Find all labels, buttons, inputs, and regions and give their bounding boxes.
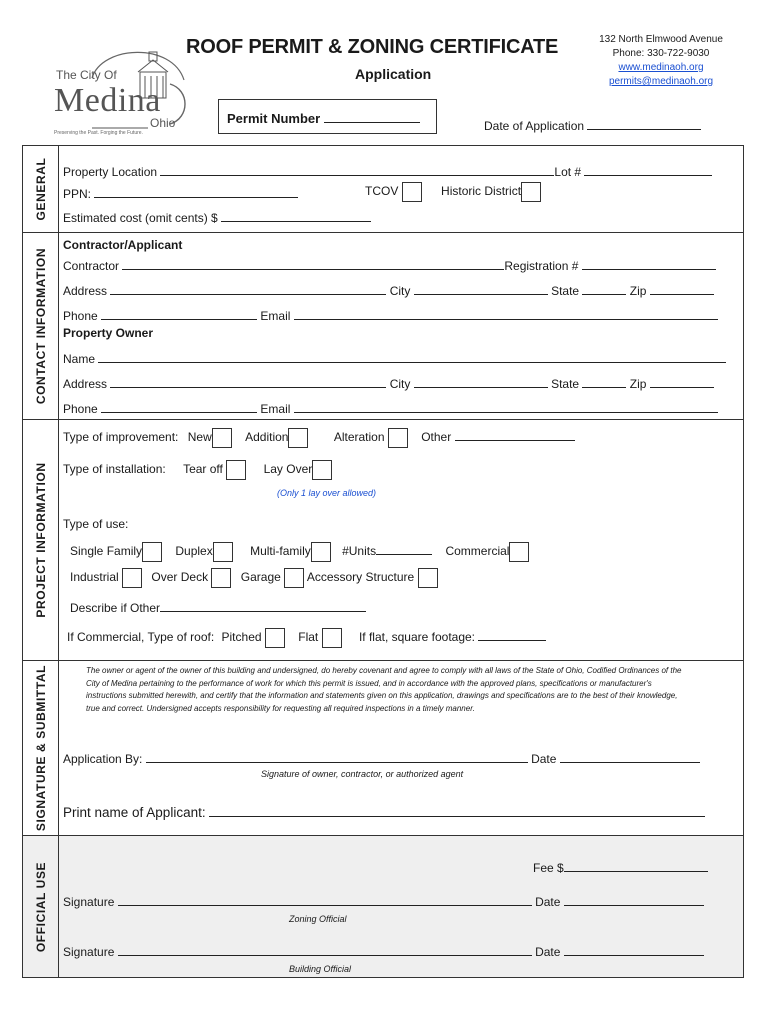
use-industrial-label: Industrial bbox=[70, 570, 119, 585]
use-single-family-label: Single Family bbox=[70, 544, 143, 559]
application-by-field[interactable] bbox=[146, 751, 528, 763]
contractor-city-label: City bbox=[389, 284, 411, 298]
general-section bbox=[22, 145, 744, 233]
layover-note: (Only 1 lay over allowed) bbox=[277, 488, 377, 498]
improvement-addition-label: Addition bbox=[245, 430, 289, 445]
installation-label: Type of installation: bbox=[63, 462, 166, 477]
date-of-application bbox=[484, 118, 701, 133]
building-signature-field[interactable] bbox=[118, 944, 532, 956]
city-logo bbox=[52, 40, 192, 136]
owner-address-field[interactable] bbox=[110, 376, 386, 388]
registration-field[interactable] bbox=[582, 258, 716, 270]
owner-email-label: Email bbox=[260, 402, 291, 416]
square-footage-field[interactable] bbox=[478, 629, 546, 641]
installation-layover-label: Lay Over bbox=[263, 462, 313, 477]
improvement-addition-checkbox[interactable] bbox=[288, 428, 308, 448]
owner-city-label: City bbox=[389, 377, 411, 391]
improvement-new-checkbox[interactable] bbox=[212, 428, 232, 448]
print-name-label: Print name of Applicant: bbox=[63, 805, 206, 820]
installation-tearoff-label: Tear off bbox=[183, 462, 223, 477]
historic-district-label: Historic District bbox=[441, 184, 522, 199]
improvement-alteration-label: Alteration bbox=[333, 430, 385, 445]
signature-section bbox=[22, 660, 744, 836]
signature-side-label: SIGNATURE & SUBMITTAL bbox=[23, 661, 59, 835]
owner-name-field[interactable] bbox=[98, 351, 726, 363]
contractor-address-field[interactable] bbox=[110, 283, 386, 295]
contractor-email-field[interactable] bbox=[294, 308, 718, 320]
installation-tearoff-checkbox[interactable] bbox=[226, 460, 246, 480]
contractor-state-field[interactable] bbox=[582, 283, 626, 295]
logo-city-of: The City Of bbox=[56, 68, 117, 82]
use-accessory-checkbox[interactable] bbox=[418, 568, 438, 588]
lot-field[interactable] bbox=[584, 164, 712, 176]
ppn-field[interactable] bbox=[94, 186, 298, 198]
building-date-field[interactable] bbox=[564, 944, 704, 956]
units-field[interactable] bbox=[376, 543, 432, 555]
improvement-new-label: New bbox=[187, 430, 212, 445]
application-date-label: Date bbox=[531, 752, 557, 766]
units-label: #Units bbox=[342, 544, 377, 559]
contractor-label: Contractor bbox=[63, 259, 120, 273]
contractor-email-label: Email bbox=[260, 309, 291, 323]
estimated-cost-field[interactable] bbox=[221, 210, 371, 222]
contractor-phone-label: Phone bbox=[63, 309, 98, 323]
zoning-official-caption: Zoning Official bbox=[289, 914, 347, 924]
website-link[interactable]: www.medinaoh.org bbox=[618, 62, 704, 73]
improvement-label: Type of improvement: bbox=[63, 430, 179, 445]
use-overdeck-label: Over Deck bbox=[151, 570, 209, 585]
contractor-phone-field[interactable] bbox=[101, 308, 257, 320]
owner-city-field[interactable] bbox=[414, 376, 548, 388]
installation-layover-checkbox[interactable] bbox=[312, 460, 332, 480]
zoning-date-field[interactable] bbox=[564, 894, 704, 906]
form-subtitle: Application bbox=[355, 66, 432, 82]
contractor-field[interactable] bbox=[122, 258, 504, 270]
official-use-section bbox=[22, 835, 744, 978]
building-official-caption: Building Official bbox=[289, 964, 352, 974]
roof-pitched-label: Pitched bbox=[221, 630, 262, 645]
form-title: ROOF PERMIT & ZONING CERTIFICATE bbox=[186, 36, 559, 58]
building-signature-label: Signature bbox=[63, 945, 115, 959]
improvement-other-field[interactable] bbox=[455, 429, 575, 441]
roof-pitched-checkbox[interactable] bbox=[265, 628, 285, 648]
phone-number: Phone: 330-722-9030 bbox=[612, 48, 710, 59]
covenant-statement: The owner or agent of the owner of this building and undersigned, do hereby covenant and agree to comply with all laws of the State of Ohio, Codified Ordinances of the City of Medina pertaining to the performance of work for which this permit is issued, and in accordance with the approved plans, specifications or manufacturer's instructions submitted herewith, and certify that the information and statements given on this application, drawings and specifications are to the best of their knowledge, true and correct. Undersigned accepts responsibility for requesting all required inspections in a timely manner. bbox=[86, 666, 682, 713]
use-commercial-label: Commercial bbox=[445, 544, 510, 559]
lot-label: Lot # bbox=[554, 165, 582, 179]
contractor-heading: Contractor/Applicant bbox=[63, 238, 183, 252]
owner-name-label: Name bbox=[63, 352, 96, 366]
use-duplex-checkbox[interactable] bbox=[213, 542, 233, 562]
logo-city-name: Medina bbox=[54, 82, 161, 119]
use-accessory-label: Accessory Structure bbox=[306, 570, 415, 585]
historic-district-checkbox[interactable] bbox=[521, 182, 541, 202]
owner-state-label: State bbox=[551, 377, 580, 391]
square-footage-label: If flat, square footage: bbox=[358, 630, 476, 645]
contractor-state-label: State bbox=[551, 284, 580, 298]
registration-label: Registration # bbox=[504, 259, 579, 273]
owner-zip-label: Zip bbox=[629, 377, 647, 391]
owner-zip-field[interactable] bbox=[650, 376, 714, 388]
contact-section bbox=[22, 232, 744, 420]
use-overdeck-checkbox[interactable] bbox=[211, 568, 231, 588]
use-single-family-checkbox[interactable] bbox=[142, 542, 162, 562]
project-side-label: PROJECT INFORMATION bbox=[23, 420, 59, 660]
roof-flat-label: Flat bbox=[298, 630, 319, 645]
use-commercial-checkbox[interactable] bbox=[509, 542, 529, 562]
owner-phone-field[interactable] bbox=[101, 401, 257, 413]
date-of-application-label: Date of Application bbox=[484, 119, 585, 133]
official-side-label: OFFICIAL USE bbox=[23, 836, 59, 977]
estimated-cost-label: Estimated cost (omit cents) $ bbox=[63, 211, 218, 225]
contractor-zip-label: Zip bbox=[629, 284, 647, 298]
street-address: 132 North Elmwood Avenue bbox=[599, 34, 723, 45]
use-garage-checkbox[interactable] bbox=[284, 568, 304, 588]
project-section bbox=[22, 419, 744, 661]
building-date-label: Date bbox=[535, 945, 561, 959]
contact-block bbox=[586, 33, 736, 89]
improvement-other-label: Other bbox=[421, 430, 452, 445]
improvement-alteration-checkbox[interactable] bbox=[388, 428, 408, 448]
describe-other-field[interactable] bbox=[160, 600, 366, 612]
describe-other-label: Describe if Other bbox=[70, 601, 161, 615]
permit-number-field[interactable] bbox=[324, 111, 420, 123]
general-side-label: GENERAL bbox=[23, 146, 59, 232]
contractor-city-field[interactable] bbox=[414, 283, 548, 295]
signature-caption: Signature of owner, contractor, or authorized agent bbox=[261, 769, 464, 779]
contact-side-label: CONTACT INFORMATION bbox=[23, 233, 59, 419]
owner-state-field[interactable] bbox=[582, 376, 626, 388]
fee-field[interactable] bbox=[564, 860, 708, 872]
permit-number-label: Permit Number bbox=[227, 111, 321, 126]
use-garage-label: Garage bbox=[240, 570, 281, 585]
owner-email-field[interactable] bbox=[294, 401, 718, 413]
ppn-label: PPN: bbox=[63, 187, 92, 201]
use-industrial-checkbox[interactable] bbox=[122, 568, 142, 588]
logo-state: Ohio bbox=[150, 116, 176, 130]
email-link[interactable]: permits@medinaoh.org bbox=[608, 76, 714, 87]
roof-type-label: If Commercial, Type of roof: bbox=[67, 630, 215, 645]
use-label: Type of use: bbox=[63, 517, 129, 531]
zoning-date-label: Date bbox=[535, 895, 561, 909]
tcov-checkbox[interactable] bbox=[402, 182, 422, 202]
contractor-zip-field[interactable] bbox=[650, 283, 714, 295]
property-owner-heading: Property Owner bbox=[63, 326, 154, 340]
zoning-signature-field[interactable] bbox=[118, 894, 532, 906]
use-multifamily-checkbox[interactable] bbox=[311, 542, 331, 562]
owner-phone-label: Phone bbox=[63, 402, 98, 416]
application-date-field[interactable] bbox=[560, 751, 700, 763]
fee-label: Fee $ bbox=[533, 861, 564, 875]
owner-address-label: Address bbox=[63, 377, 108, 391]
tcov-label: TCOV bbox=[365, 184, 399, 199]
use-multifamily-label: Multi-family bbox=[250, 544, 311, 559]
logo-tagline: Preserving the Past. Forging the Future. bbox=[54, 130, 143, 136]
date-of-application-field[interactable] bbox=[587, 118, 701, 130]
property-location-label: Property Location bbox=[63, 165, 158, 179]
application-by-label: Application By: bbox=[63, 752, 143, 766]
use-duplex-label: Duplex bbox=[175, 544, 213, 559]
roof-flat-checkbox[interactable] bbox=[322, 628, 342, 648]
zoning-signature-label: Signature bbox=[63, 895, 115, 909]
property-location-field[interactable] bbox=[160, 164, 554, 176]
contractor-address-label: Address bbox=[63, 284, 108, 298]
print-name-field[interactable] bbox=[209, 805, 705, 817]
permit-number-box[interactable] bbox=[218, 99, 437, 134]
